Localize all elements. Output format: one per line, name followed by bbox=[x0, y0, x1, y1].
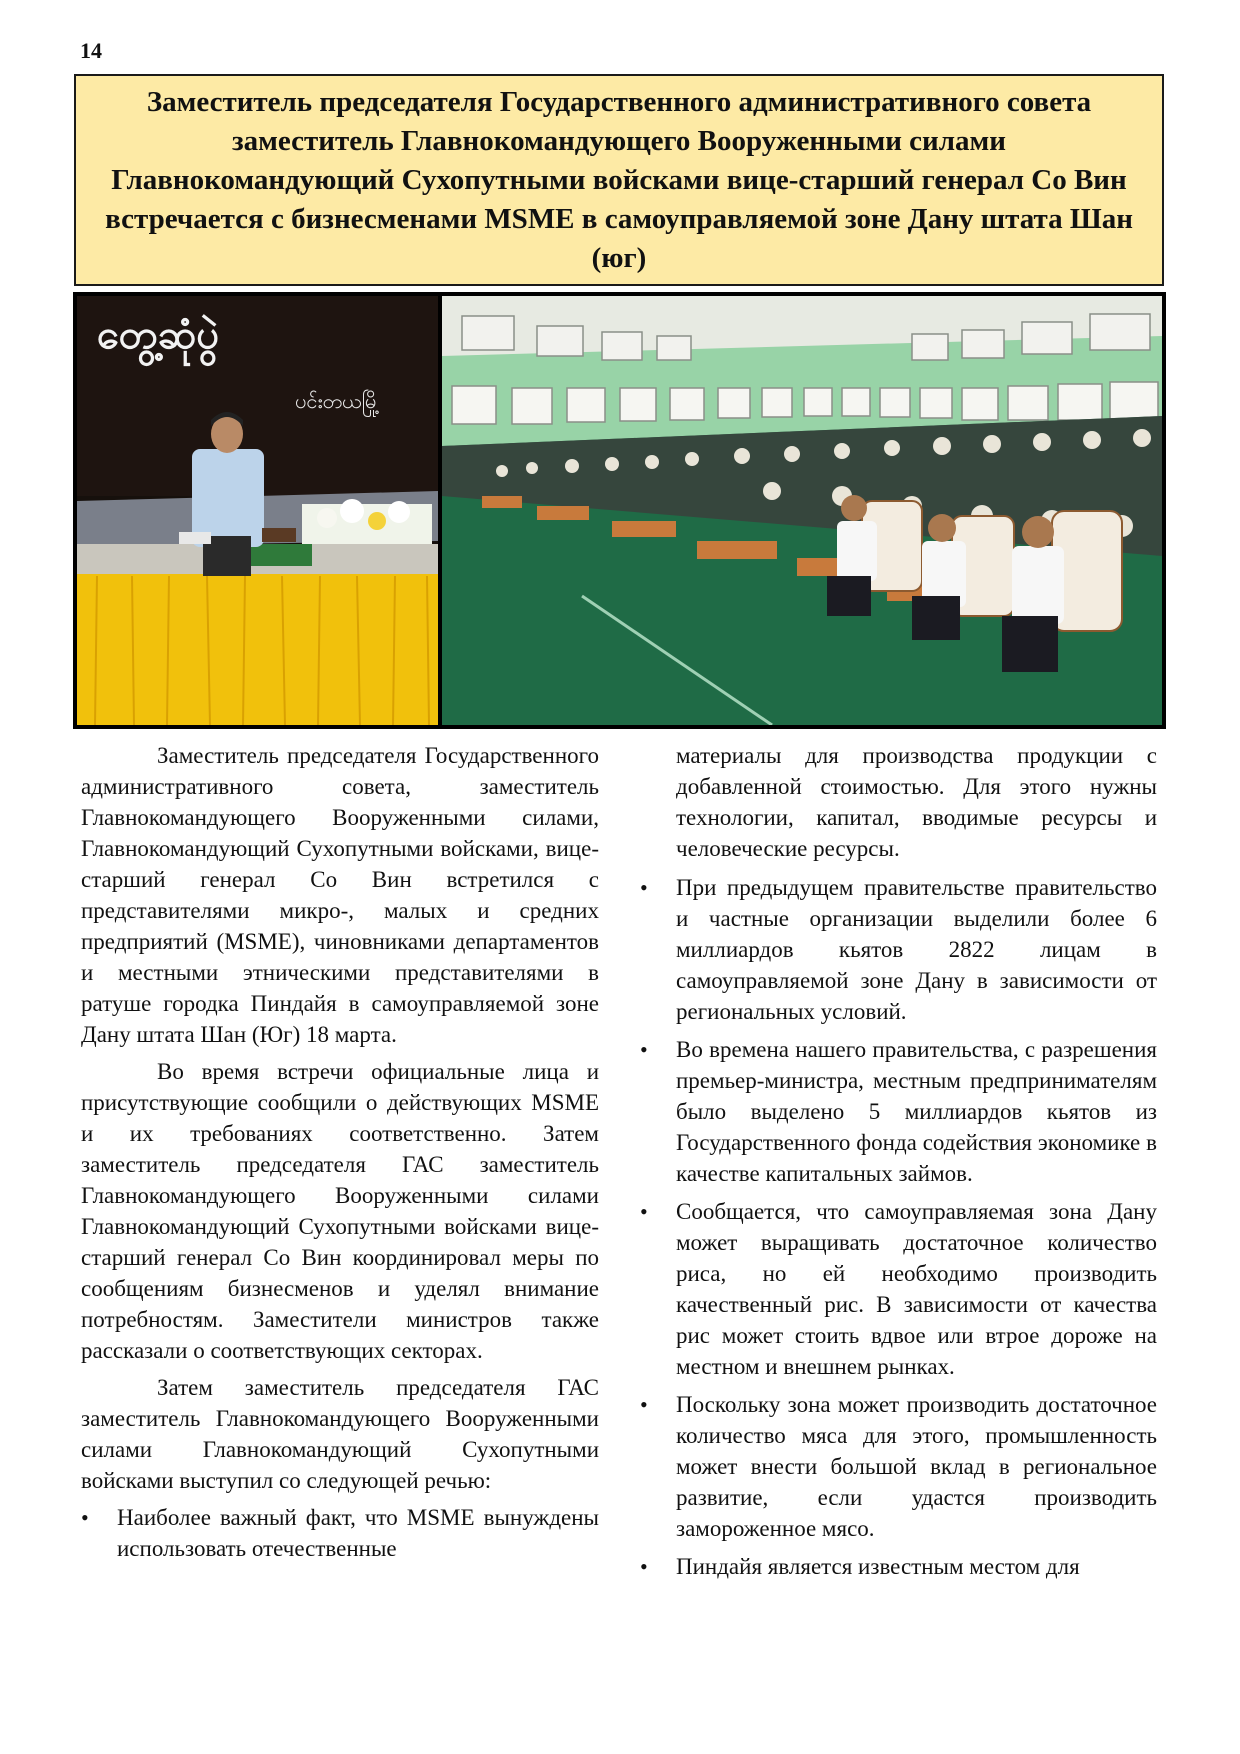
bullet-item: • При предыдущем правительстве правительство и частные организации выделили более 6 миллиардов кьятов 2822 лицам в самоуправляемой зоне Дану в зависимости от региональных условий. bbox=[676, 872, 1157, 1027]
paragraph: Заместитель председателя Государственного административного совета, заместитель Главнокомандующего Вооруженными силами, Главнокомандующий Сухопутными войсками, вице-старший генерал Со Вин встретился с представителями микро-, малых и средних предприятий (MSME), чиновниками департаментов и местными этническими представителями в ратуше городка Пиндайя в самоуправляемой зоне Дану штата Шан (Юг) 18 марта. bbox=[81, 743, 599, 1047]
audience-photo-image bbox=[442, 296, 1162, 725]
article-title: Заместитель председателя Государственного административного совета заместитель Главнокомандующего Вооруженными силами Главнокомандующий Сухопутными войсками вице-старший генерал Со Вин встречается с бизнесменами MSME в самоуправляемой зоне Дану штата Шан (юг) bbox=[105, 85, 1133, 274]
banner-subtext: ပင်းတယမြို့ bbox=[295, 389, 380, 413]
audience-photo bbox=[442, 296, 1162, 725]
photo-row bbox=[73, 292, 1166, 729]
bullet-item: • Пиндайя является известным местом для bbox=[676, 1551, 1157, 1582]
bullet-list bbox=[81, 1502, 599, 1564]
bullet-item: • Во времена нашего правительства, с разрешения премьер-министра, местным предпринимателям было выделено 5 миллиардов кьятов из Государственного фонда содействия экономике в качестве капитальных займов. bbox=[676, 1034, 1157, 1189]
banner-text: တွေ့ဆုံပွဲ bbox=[97, 312, 220, 358]
speaker-photo-image bbox=[77, 296, 438, 725]
bullet-list bbox=[676, 872, 1157, 1582]
paragraph: Во время встречи официальные лица и присутствующие сообщили о действующих MSME и их требованиях соответственно. Затем заместитель председателя ГАС заместитель Главнокомандующего Вооруженными силами Главнокомандующий Сухопутными войсками вице-старший генерал Со Вин координировал меры по сообщениям бизнесменов и уделял внимание потребностям. Заместители министров также рассказали о соответствующих секторах. bbox=[81, 1059, 599, 1363]
page-number: 14 bbox=[80, 38, 102, 63]
bullet-item: • Сообщается, что самоуправляемая зона Дану может выращивать достаточное количество риса, но ей необходимо производить качественный рис. В зависимости от качества рис может стоить вдвое или втрое дороже на местном и внешнем рынках. bbox=[676, 1196, 1157, 1382]
bullet-item: • Поскольку зона может производить достаточное количество мяса для этого, промышленность может внести большой вклад в региональное развитие, если удастся производить замороженное мясо. bbox=[676, 1389, 1157, 1544]
continued-text: материалы для производства продукции с добавленной стоимостью. Для этого нужны технологии, капитал, вводимые ресурсы и человеческие ресурсы. bbox=[676, 743, 1157, 861]
speaker-photo bbox=[77, 296, 438, 725]
paragraph: Затем заместитель председателя ГАС заместитель Главнокомандующего Вооруженными силами Главнокомандующий Сухопутными войсками выступил со следующей речью: bbox=[81, 1375, 599, 1493]
title-box bbox=[74, 74, 1164, 286]
bullet-item: • Наиболее важный факт, что MSME вынуждены использовать отечественные bbox=[81, 1502, 599, 1564]
left-column bbox=[81, 740, 599, 1571]
right-column bbox=[676, 740, 1157, 1589]
